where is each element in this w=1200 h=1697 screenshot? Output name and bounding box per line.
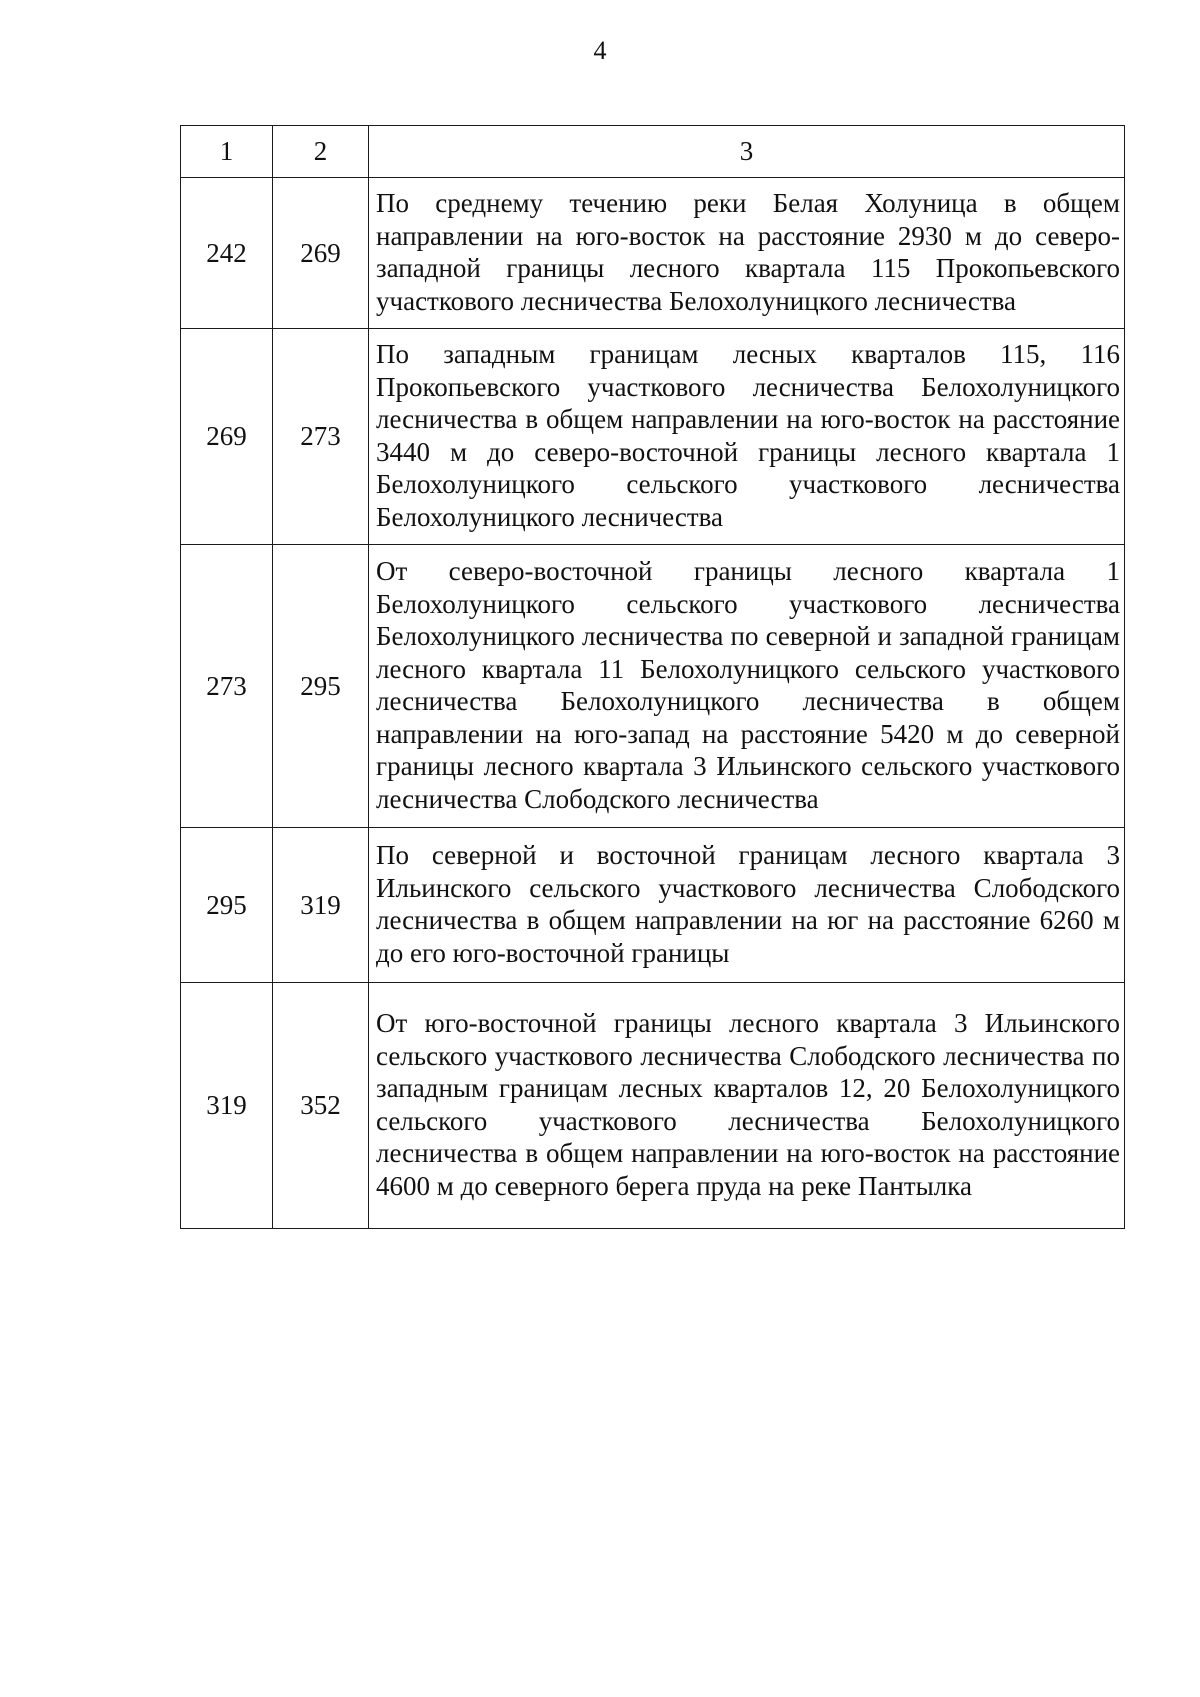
header-row (181, 126, 1125, 178)
to-point-cell: 295 (273, 545, 369, 828)
description-cell: По северной и восточной границам лесного квартала 3 Ильинского сельского участкового лесничества Слободского лесничества в общем направлении на юг на расстояние 6260 м до его юго-восточной границы (369, 828, 1125, 983)
from-point-cell: 319 (181, 983, 273, 1229)
header-col-1: 1 (181, 126, 273, 178)
boundary-table (180, 125, 1125, 1229)
description-cell: По среднему течению реки Белая Холуница в общем направлении на юго-восток на расстояние 2930 м до северо-западной границы лесного квартала 115 Прокопьевского участкового лесничества Белохолуницкого лесничества (369, 178, 1125, 329)
table-row (181, 329, 1125, 545)
header-col-3: 3 (369, 126, 1125, 178)
table-header (181, 126, 1125, 178)
header-col-2: 2 (273, 126, 369, 178)
from-point-cell: 273 (181, 545, 273, 828)
to-point-cell: 273 (273, 329, 369, 545)
to-point-cell: 319 (273, 828, 369, 983)
description-cell: От северо-восточной границы лесного квартала 1 Белохолуницкого сельского участкового лесничества Белохолуницкого лесничества по северной и западной границам лесного квартала 11 Белохолуницкого сельского участкового лесничества Белохолуницкого лесничества в общем направлении на юго-запад на расстояние 5420 м до северной границы лесного квартала 3 Ильинского сельского участкового лесничества Слободского лесничества (369, 545, 1125, 828)
to-point-cell: 269 (273, 178, 369, 329)
table-row (181, 828, 1125, 983)
description-cell: По западным границам лесных кварталов 115, 116 Прокопьевского участкового лесничества Белохолуницкого лесничества в общем направлении на юго-восток на расстояние 3440 м до северо-восточной границы лесного квартала 1 Белохолуницкого сельского участкового лесничества Белохолуницкого лесничества (369, 329, 1125, 545)
description-cell: От юго-восточной границы лесного квартала 3 Ильинского сельского участкового лесничества Слободского лесничества по западным границам лесных кварталов 12, 20 Белохолуницкого сельского участкового лесничества Белохолуницкого лесничества в общем направлении на юго-восток на расстояние 4600 м до северного берега пруда на реке Пантылка (369, 983, 1125, 1229)
table-body (181, 178, 1125, 1229)
table-row (181, 983, 1125, 1229)
table-row (181, 178, 1125, 329)
to-point-cell: 352 (273, 983, 369, 1229)
page-number: 4 (593, 36, 607, 65)
table-row (181, 545, 1125, 828)
from-point-cell: 269 (181, 329, 273, 545)
from-point-cell: 295 (181, 828, 273, 983)
from-point-cell: 242 (181, 178, 273, 329)
